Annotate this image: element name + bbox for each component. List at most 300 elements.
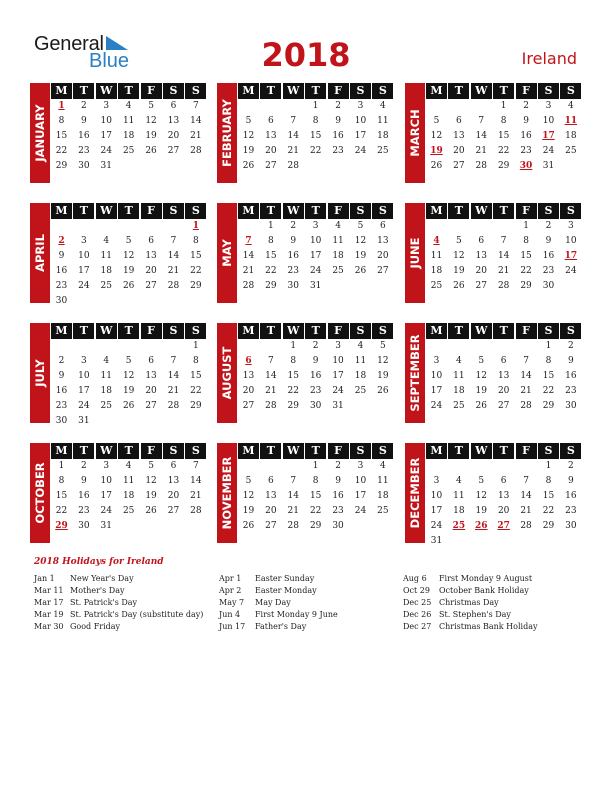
day-cell: 12 (377, 356, 389, 366)
day-cell: 14 (242, 251, 255, 261)
day-cell: 30 (287, 281, 299, 291)
week-row (426, 114, 583, 129)
holiday-name: Mother's Day (70, 586, 125, 595)
day-cell: 15 (497, 131, 510, 141)
weekday-header (51, 203, 208, 219)
day-cell: 14 (475, 131, 487, 141)
weekday-label: S (350, 203, 371, 219)
weekday-label: S (560, 83, 581, 99)
empty-cell (448, 219, 469, 234)
empty-cell (238, 99, 259, 114)
day-cell: 16 (542, 251, 555, 261)
day-cell: 3 (433, 356, 440, 366)
day-cell: 3 (433, 476, 440, 486)
day-cell: 5 (357, 221, 364, 231)
day-cell: 15 (265, 251, 277, 261)
day-cell: 30 (332, 521, 344, 531)
empty-cell (51, 219, 72, 234)
week-row (238, 129, 395, 144)
day-cell: 15 (309, 131, 322, 141)
weekday-label: S (538, 203, 559, 219)
week-row (426, 489, 583, 504)
weekday-label: T (118, 83, 139, 99)
empty-cell (328, 159, 349, 174)
day-cell: 30 (565, 401, 577, 411)
day-cell: 12 (453, 251, 465, 261)
week-row (238, 114, 395, 129)
weekday-label: T (493, 323, 514, 339)
holiday-day-cell: 27 (497, 521, 510, 531)
weekday-header (426, 203, 583, 219)
day-cell: 8 (500, 116, 507, 126)
day-cell: 10 (100, 116, 112, 126)
day-cell: 22 (520, 266, 532, 276)
week-row (51, 144, 208, 159)
day-cell: 1 (192, 341, 199, 351)
holiday-name: Christmas Bank Holiday (439, 622, 538, 631)
day-cell: 6 (500, 476, 507, 486)
holiday-item (219, 573, 338, 585)
day-cell: 16 (520, 131, 532, 141)
empty-cell (238, 459, 259, 474)
holiday-name: Christmas Day (439, 598, 499, 607)
month-name: AUGUST (220, 346, 234, 400)
day-cell: 23 (520, 146, 532, 156)
week-row (238, 504, 395, 519)
empty-cell (260, 339, 281, 354)
week-row (426, 534, 583, 549)
empty-cell (560, 159, 581, 174)
empty-cell (283, 459, 304, 474)
holiday-day-cell: 1 (192, 221, 199, 231)
week-row (426, 369, 583, 384)
holiday-day-cell: 11 (564, 116, 578, 126)
day-cell: 9 (81, 476, 87, 486)
month-label (405, 203, 425, 303)
day-cell: 19 (145, 131, 157, 141)
holiday-item (34, 597, 203, 609)
day-cell: 3 (357, 461, 364, 471)
day-cell: 7 (170, 236, 177, 246)
holiday-day-cell: 26 (475, 521, 488, 531)
day-cell: 7 (290, 116, 297, 126)
day-cell: 21 (287, 146, 299, 156)
weekday-label: W (96, 83, 117, 99)
weekday-label: T (118, 323, 139, 339)
day-cell: 3 (103, 101, 110, 111)
day-cell: 13 (265, 491, 277, 501)
day-cell: 10 (565, 236, 577, 246)
day-cell: 12 (475, 491, 487, 501)
logo-general-text: General (34, 33, 104, 55)
day-cell: 26 (377, 386, 389, 396)
day-cell: 26 (145, 146, 157, 156)
holiday-name: Good Friday (70, 622, 121, 631)
day-cell: 2 (567, 461, 574, 471)
day-cell: 5 (478, 356, 485, 366)
day-cell: 9 (290, 236, 297, 246)
month-name: MAY (220, 239, 234, 267)
empty-cell (141, 294, 162, 309)
empty-cell (538, 534, 559, 549)
week-row (51, 279, 208, 294)
day-cell: 13 (167, 116, 180, 126)
day-cell: 23 (565, 506, 577, 516)
empty-cell (51, 339, 72, 354)
weekday-label: S (163, 443, 184, 459)
day-cell: 23 (309, 386, 322, 396)
weekday-label: T (118, 443, 139, 459)
day-cell: 28 (475, 161, 487, 171)
weekday-header (51, 83, 208, 99)
day-cell: 18 (453, 506, 465, 516)
week-row (238, 369, 395, 384)
weekday-label: S (538, 323, 559, 339)
day-cell: 4 (357, 341, 364, 351)
day-cell: 18 (377, 491, 389, 501)
day-cell: 21 (520, 386, 532, 396)
weekday-label: S (350, 83, 371, 99)
week-row (238, 354, 395, 369)
day-cell: 20 (242, 386, 255, 396)
day-grid (51, 323, 208, 429)
day-cell: 25 (453, 401, 465, 411)
day-cell: 18 (453, 386, 465, 396)
day-cell: 23 (542, 266, 555, 276)
day-cell: 23 (55, 401, 68, 411)
day-cell: 13 (497, 491, 510, 501)
day-cell: 5 (379, 341, 386, 351)
empty-cell (471, 339, 492, 354)
empty-cell (118, 519, 139, 534)
weekday-label: S (372, 83, 393, 99)
weekday-label: S (538, 83, 559, 99)
holiday-item (219, 609, 338, 621)
weekday-label: W (471, 203, 492, 219)
holidays-title: 2018 Holidays for Ireland (34, 557, 164, 567)
day-cell: 21 (167, 386, 180, 396)
holiday-date: Mar 11 (34, 586, 64, 595)
day-cell: 8 (58, 116, 65, 126)
weekday-header (426, 443, 583, 459)
day-cell: 12 (145, 116, 157, 126)
holiday-date: Jan 1 (34, 574, 55, 583)
weekday-label: T (73, 323, 94, 339)
weekday-label: T (305, 443, 326, 459)
week-row (426, 519, 583, 534)
day-cell: 2 (312, 341, 319, 351)
week-row (51, 459, 208, 474)
day-cell: 18 (565, 131, 577, 141)
day-grid (238, 83, 395, 174)
holiday-day-cell: 19 (430, 146, 443, 156)
day-cell: 16 (55, 266, 68, 276)
day-cell: 3 (81, 236, 87, 246)
holiday-column (219, 573, 338, 633)
day-cell: 13 (453, 131, 465, 141)
day-cell: 23 (332, 506, 344, 516)
day-cell: 31 (100, 161, 112, 171)
day-cell: 30 (78, 161, 90, 171)
day-cell: 29 (542, 521, 555, 531)
day-cell: 28 (265, 401, 277, 411)
weekday-label: S (372, 203, 393, 219)
month-name: OCTOBER (33, 462, 47, 524)
empty-cell (560, 279, 581, 294)
day-cell: 25 (377, 146, 389, 156)
month-label (217, 443, 237, 543)
day-cell: 19 (377, 371, 389, 381)
day-cell: 29 (497, 161, 510, 171)
day-cell: 22 (309, 506, 322, 516)
empty-cell (350, 159, 371, 174)
week-row (238, 234, 395, 249)
day-cell: 10 (430, 491, 443, 501)
weekday-label: S (185, 83, 206, 99)
empty-cell (493, 339, 514, 354)
week-row (51, 519, 208, 534)
day-cell: 29 (190, 401, 202, 411)
weekday-label: T (260, 203, 281, 219)
holiday-date: Dec 26 (403, 610, 432, 619)
day-cell: 8 (312, 476, 319, 486)
weekday-label: W (283, 443, 304, 459)
weekday-label: S (350, 323, 371, 339)
day-cell: 15 (190, 251, 202, 261)
weekday-label: S (163, 83, 184, 99)
week-row (51, 294, 208, 309)
day-cell: 9 (58, 371, 65, 381)
empty-cell (73, 219, 94, 234)
day-cell: 2 (335, 101, 341, 111)
holiday-column (34, 573, 203, 633)
day-cell: 16 (287, 251, 299, 261)
holiday-day-cell: 25 (452, 521, 466, 531)
month-label (30, 323, 50, 423)
day-cell: 5 (433, 116, 440, 126)
month-january (30, 83, 208, 193)
week-row (51, 504, 208, 519)
month-june (405, 203, 583, 313)
week-row (426, 144, 583, 159)
day-cell: 23 (55, 281, 68, 291)
empty-cell (516, 459, 537, 474)
weekday-label: S (185, 443, 206, 459)
day-cell: 12 (354, 236, 367, 246)
day-cell: 7 (290, 476, 297, 486)
weekday-label: S (163, 203, 184, 219)
holiday-date: Mar 19 (34, 610, 64, 619)
day-cell: 9 (567, 476, 574, 486)
day-cell: 19 (242, 506, 255, 516)
day-cell: 23 (287, 266, 299, 276)
day-cell: 4 (379, 101, 386, 111)
day-cell: 13 (497, 371, 510, 381)
day-cell: 11 (377, 116, 389, 126)
week-row (426, 129, 583, 144)
day-cell: 8 (192, 356, 199, 366)
weekday-label: F (141, 323, 162, 339)
day-cell: 30 (565, 521, 577, 531)
month-october (30, 443, 208, 553)
empty-cell (185, 519, 206, 534)
month-name: NOVEMBER (220, 456, 234, 530)
day-cell: 22 (287, 386, 299, 396)
weekday-label: T (73, 203, 94, 219)
day-cell: 7 (478, 116, 485, 126)
weekday-label: T (260, 83, 281, 99)
day-cell: 23 (78, 146, 90, 156)
week-row (426, 219, 583, 234)
weekday-label: W (96, 203, 117, 219)
weekday-label: S (163, 323, 184, 339)
day-cell: 14 (287, 491, 299, 501)
empty-cell (73, 294, 94, 309)
empty-cell (118, 414, 139, 429)
day-cell: 17 (78, 266, 90, 276)
day-cell: 28 (167, 401, 180, 411)
weekday-label: T (118, 203, 139, 219)
day-cell: 31 (309, 281, 322, 291)
day-cell: 11 (122, 476, 135, 486)
empty-cell (118, 159, 139, 174)
day-cell: 19 (453, 266, 465, 276)
day-cell: 9 (567, 356, 574, 366)
day-grid (426, 83, 583, 174)
weekday-label: W (96, 323, 117, 339)
day-cell: 8 (268, 236, 274, 246)
empty-cell (426, 219, 447, 234)
day-cell: 7 (523, 356, 529, 366)
empty-cell (283, 99, 304, 114)
day-cell: 21 (190, 131, 202, 141)
month-march (405, 83, 583, 193)
day-cell: 20 (377, 251, 389, 261)
empty-cell (163, 414, 184, 429)
empty-cell (163, 294, 184, 309)
day-cell: 11 (453, 491, 465, 501)
month-name: JUNE (408, 237, 422, 269)
day-cell: 1 (523, 221, 529, 231)
day-cell: 14 (190, 476, 202, 486)
day-cell: 18 (430, 266, 443, 276)
weekday-label: S (350, 443, 371, 459)
weekday-label: M (238, 443, 259, 459)
empty-cell (73, 339, 94, 354)
weekday-header (51, 443, 208, 459)
holiday-item (219, 585, 338, 597)
day-cell: 10 (78, 371, 90, 381)
day-cell: 10 (78, 251, 90, 261)
empty-cell (426, 339, 447, 354)
empty-cell (141, 159, 162, 174)
week-row (426, 249, 583, 264)
day-cell: 14 (190, 116, 202, 126)
weekday-header (426, 83, 583, 99)
week-row (51, 369, 208, 384)
empty-cell (516, 534, 537, 549)
day-cell: 1 (312, 461, 319, 471)
day-cell: 25 (122, 146, 135, 156)
day-cell: 28 (287, 521, 299, 531)
day-cell: 18 (122, 131, 135, 141)
week-row (426, 159, 583, 174)
day-cell: 6 (268, 116, 274, 126)
day-cell: 8 (58, 476, 65, 486)
day-cell: 13 (377, 236, 389, 246)
day-cell: 1 (545, 461, 552, 471)
weekday-label: F (328, 83, 349, 99)
holiday-day-cell: 17 (542, 131, 555, 141)
logo-blue-text: Blue (89, 50, 130, 72)
day-cell: 9 (81, 116, 87, 126)
day-cell: 29 (287, 401, 299, 411)
day-cell: 19 (242, 146, 255, 156)
holiday-date: Jun 17 (219, 622, 246, 631)
day-cell: 17 (332, 371, 344, 381)
day-cell: 20 (145, 386, 157, 396)
day-grid (426, 203, 583, 294)
weekday-label: F (328, 323, 349, 339)
day-cell: 24 (100, 506, 112, 516)
day-cell: 16 (78, 131, 90, 141)
day-cell: 21 (265, 386, 277, 396)
day-cell: 24 (100, 146, 112, 156)
day-cell: 15 (542, 371, 555, 381)
day-cell: 23 (332, 146, 344, 156)
day-cell: 3 (81, 356, 87, 366)
month-february (217, 83, 395, 193)
day-cell: 6 (170, 101, 177, 111)
holiday-item (34, 585, 203, 597)
holiday-item (219, 621, 338, 633)
day-cell: 27 (242, 401, 255, 411)
day-cell: 16 (332, 491, 344, 501)
day-cell: 16 (332, 131, 344, 141)
weekday-label: T (448, 203, 469, 219)
empty-cell (185, 294, 206, 309)
holiday-item (34, 609, 203, 621)
day-cell: 4 (456, 476, 462, 486)
day-cell: 1 (290, 341, 297, 351)
week-row (51, 474, 208, 489)
holiday-date: Oct 29 (403, 586, 430, 595)
day-cell: 17 (354, 131, 367, 141)
day-cell: 24 (430, 401, 443, 411)
week-row (238, 99, 395, 114)
week-row (426, 264, 583, 279)
day-cell: 28 (167, 281, 180, 291)
week-row (238, 474, 395, 489)
day-cell: 8 (290, 356, 297, 366)
day-cell: 18 (377, 131, 389, 141)
weekday-label: F (141, 203, 162, 219)
day-cell: 5 (125, 236, 132, 246)
day-cell: 22 (542, 506, 555, 516)
day-cell: 19 (122, 386, 135, 396)
day-cell: 20 (265, 146, 277, 156)
day-cell: 6 (478, 236, 485, 246)
empty-cell (448, 99, 469, 114)
month-name: SEPTEMBER (408, 334, 422, 412)
empty-cell (185, 159, 206, 174)
day-cell: 4 (125, 101, 132, 111)
empty-cell (118, 294, 139, 309)
week-row (238, 339, 395, 354)
day-cell: 27 (377, 266, 389, 276)
day-cell: 24 (78, 401, 90, 411)
day-cell: 26 (430, 161, 443, 171)
